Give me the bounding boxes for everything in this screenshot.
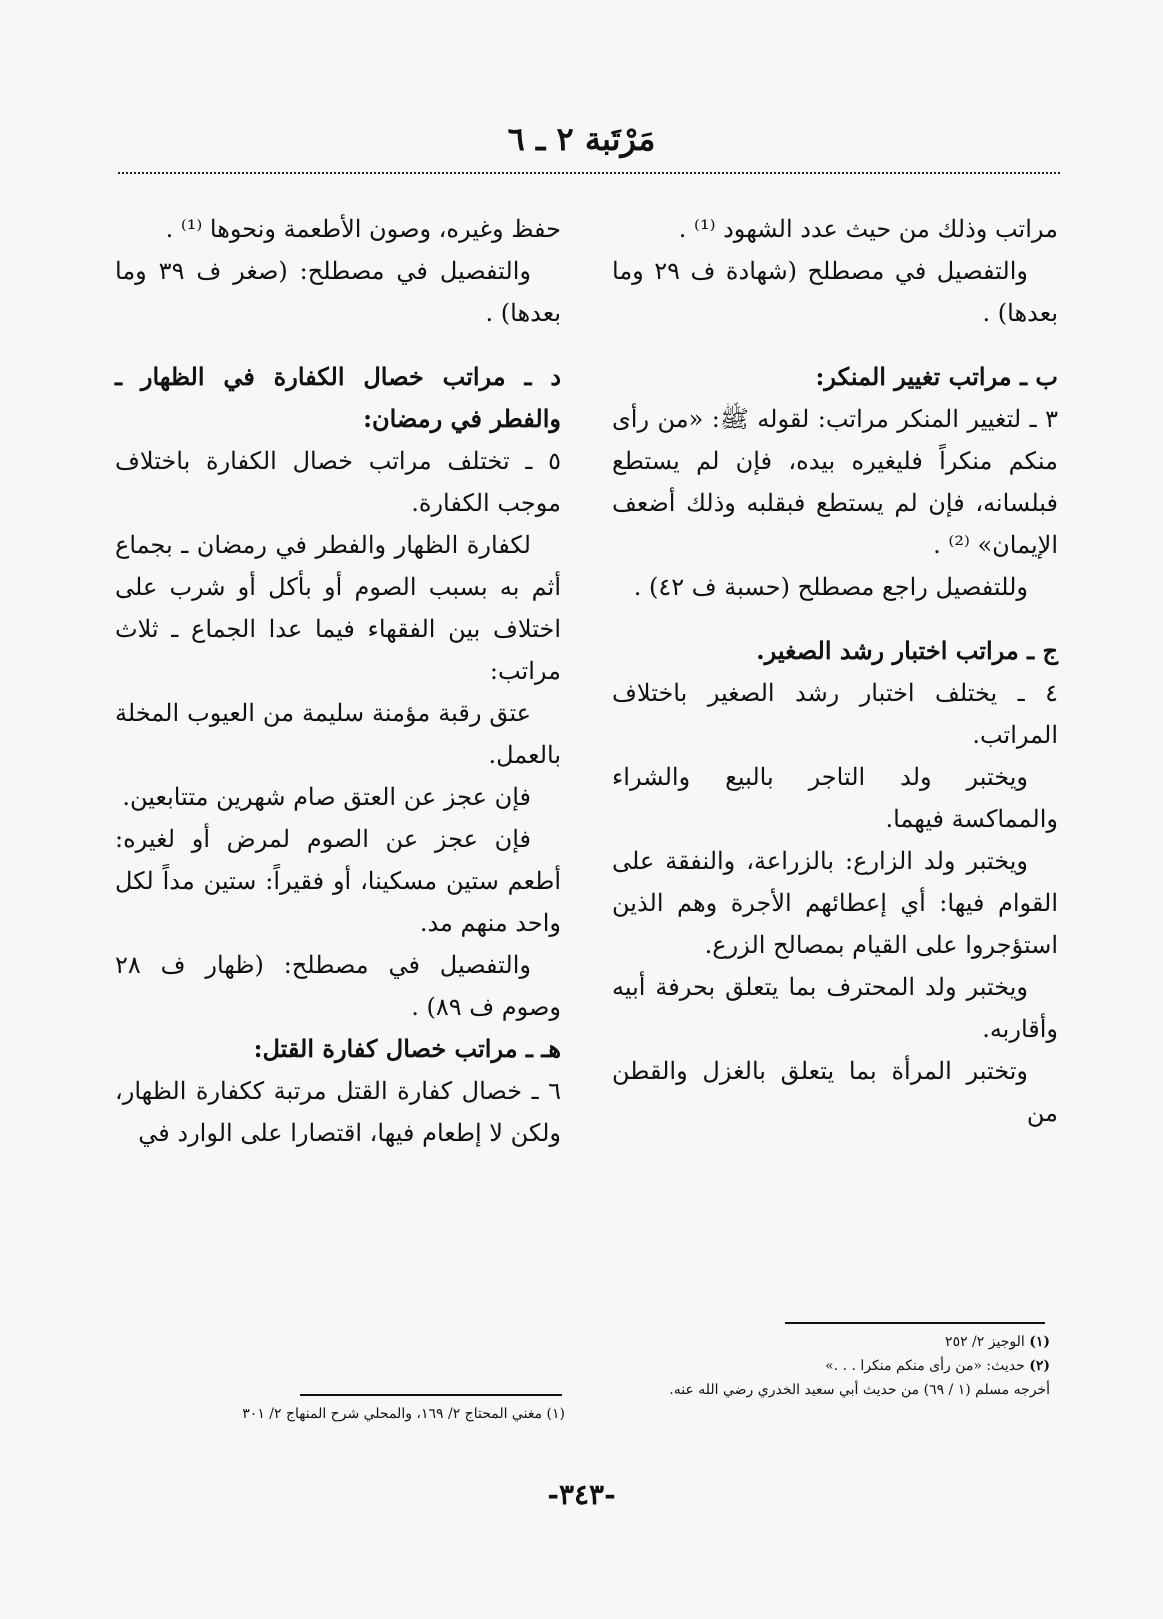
section-heading-b: ب ـ مراتب تغيير المنكر: bbox=[815, 362, 1058, 391]
footnote-rule-left bbox=[300, 1394, 562, 1396]
footnote-marker: (١) bbox=[1029, 1334, 1050, 1350]
paragraph: لكفارة الظهار والفطر في رمضان ـ بجماع أثم به بسبب الصوم أو بأكل أو شرب على اختلاف بين الفقهاء فيما عدا الجماع ـ ثلاث مراتب: bbox=[115, 531, 561, 685]
paragraph: والتفصيل في مصطلح: (صغر ف ٣٩ وما بعدها) . bbox=[115, 257, 561, 327]
paragraph: ٤ ـ يختلف اختبار رشد الصغير باختلاف المراتب. bbox=[612, 679, 1058, 749]
footnote-text: الوجيز ٢/ ٢٥٢ bbox=[945, 1334, 1025, 1350]
footnote-marker: (٢) bbox=[1029, 1358, 1050, 1374]
section-heading-e: هـ ـ مراتب خصال كفارة القتل: bbox=[253, 1034, 561, 1063]
paragraph: فإن عجز عن العتق صام شهرين متتابعين. bbox=[122, 783, 531, 811]
footnotes-left bbox=[115, 1402, 565, 1426]
footnote-1 bbox=[610, 1330, 1050, 1354]
footnotes-right bbox=[610, 1330, 1050, 1402]
page-number: -٣٤٣- bbox=[547, 1478, 616, 1511]
footnote-2 bbox=[610, 1354, 1050, 1378]
paragraph: فإن عجز عن الصوم لمرض أو لغيره: أطعم ستين مسكينا، أو فقيراً: ستين مداً لكل واحد منهم مد. bbox=[115, 825, 561, 937]
paragraph: ويختبر ولد التاجر بالبيع والشراء والمماكسة فيهما. bbox=[612, 763, 1058, 833]
spacer bbox=[115, 334, 561, 356]
paragraph: ويختبر ولد المحترف بما يتعلق بحرفة أبيه وأقاربه. bbox=[612, 973, 1058, 1043]
paragraph: ٦ ـ خصال كفارة القتل مرتبة ككفارة الظهار، ولكن لا إطعام فيها، اقتصارا على الوارد في bbox=[115, 1077, 561, 1147]
spacer bbox=[612, 608, 1058, 630]
paragraph: وتختبر المرأة بما يتعلق بالغزل والقطن من bbox=[612, 1057, 1058, 1127]
header-dotted-divider bbox=[118, 172, 1060, 174]
paragraph: ويختبر ولد الزارع: بالزراعة، والنفقة على القوام فيها: أي إعطائهم الأجرة وهم الذين استؤجروا على القيام بمصالح الزرع. bbox=[612, 847, 1058, 959]
footnote-text: (١) مغني المحتاج ٢/ ١٦٩، والمحلي شرح المنهاج ٢/ ٣٠١ bbox=[242, 1406, 565, 1422]
section-heading-c: ج ـ مراتب اختبار رشد الصغير. bbox=[756, 636, 1058, 665]
paragraph: مراتب وذلك من حيث عدد الشهود ⁽¹⁾ . bbox=[678, 215, 1058, 243]
paragraph: عتق رقبة مؤمنة سليمة من العيوب المخلة بالعمل. bbox=[115, 699, 561, 769]
section-heading-d: د ـ مراتب خصال الكفارة في الظهار ـ والفطر في رمضان: bbox=[115, 362, 561, 433]
paragraph: ٣ ـ لتغيير المنكر مراتب: لقوله ﷺ: «من رأى منكم منكراً فليغيره بيده، فإن لم يستطع فبلسانه، فإن لم يستطع فبقلبه وذلك أضعف الإيمان» ⁽²⁾ . bbox=[612, 405, 1058, 559]
paragraph: والتفصيل في مصطلح (شهادة ف ٢٩ وما بعدها) . bbox=[612, 257, 1058, 327]
footnote-rule-right bbox=[785, 1322, 1045, 1324]
page-header-title: مَرْتَبة ٢ ـ ٦ bbox=[507, 120, 656, 158]
paragraph: حفظ وغيره، وصون الأطعمة ونحوها ⁽¹⁾ . bbox=[165, 215, 561, 243]
spacer bbox=[612, 334, 1058, 356]
paragraph: والتفصيل في مصطلح: (ظهار ف ٢٨ وصوم ف ٨٩) . bbox=[115, 951, 561, 1021]
right-column bbox=[612, 208, 1058, 1134]
left-column bbox=[115, 208, 561, 1154]
footnote-text: حديث: «من رأى منكم منكرا . . .» bbox=[825, 1358, 1025, 1374]
footnote-text: أخرجه مسلم (١ / ٦٩) من حديث أبي سعيد الخدري رضي الله عنه. bbox=[669, 1382, 1050, 1398]
paragraph: ٥ ـ تختلف مراتب خصال الكفارة باختلاف موجب الكفارة. bbox=[115, 447, 561, 517]
paragraph: وللتفصيل راجع مصطلح (حسبة ف ٤٢) . bbox=[633, 573, 1028, 601]
